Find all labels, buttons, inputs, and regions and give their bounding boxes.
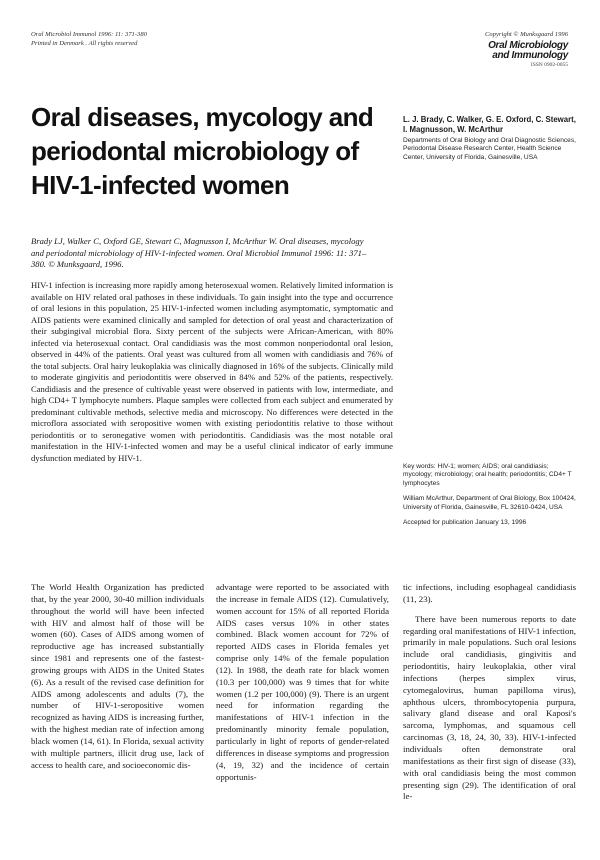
body-paragraph: The World Health Organization has predicted that, by the year 2000, 30-40 million individuals throughout the world will have been infected with HIV and almost half of those will be women (60). Cases of AIDS among women of reproductive age has increased substantially since 1981 and represents one of the fastest-growing groups with AIDS in the United States (6). As a result of the revised case definition for AIDS among adolescents and adults (7), the number of HIV-1-seropositive women recognized as having AIDS is increasing further, with the highest median rate of infection among black women (14, 61). In Florida, sexual activity with multiple partners, illicit drug use, lack of access to health care, and socioeconomic dis- <box>31 582 204 770</box>
journal-masthead <box>368 30 568 70</box>
body-paragraph: There have been numerous reports to date regarding oral manifestations of HIV-1 infection, primarily in male populations. Such oral lesions include oral candidiasis, gingivitis and periodontitis, hairy leukoplakia, other viral infections (herpes simplex virus, cytomegalovirus, human papilloma virus), aphthous ulcers, thrombocytopenia purpura, salivary gland disease and oral Kaposi's sarcoma, lymphomas, and squamous cell carcinomas (3, 18, 24, 30, 33). HIV-1-infected individuals often demonstrate oral manifestations as their first sign of disease (33), with oral candidiasis being the most common presenting sign (29). The identification of oral le- <box>403 613 576 802</box>
article-title: Oral diseases, mycology and periodontal microbiology of HIV-1-infected women <box>31 102 374 200</box>
abstract: HIV-1 infection is increasing more rapidly among heterosexual women. Relatively limited information is available on HIV related oral pathoses in these individuals. To gain insight into the type and occurrence of oral lesions in this population, 25 HIV-1-infected women including asymptomatic, symptomatic and AIDS patients were examined clinically and sampled for detection of oral yeast and characterization of their subgingival microbial flora. Sixty percent of the subjects were African-American, with 80% infected via heterosexual contact. Oral candidiasis was the most common nonperiodontal oral lesion, observed in 44% of the patients. Oral yeast was cultured from all women with candidiasis and 76% of the total subjects. Oral hairy leukoplakia was clinically diagnosed in 16% of the subjects. Clinically mild to moderate gingivitis and periodontitis were observed in 84% and 52% of the patients, respectively. Candidiasis and the presence of cultivable yeast were observed in patients with low, intermediate, and high CD4+ T lymphocyte numbers. Plaque samples were collected from each subject and enumerated by predominant cultivable methods, selective media and microscopy. No differences were detected in the microflora associated with seropositive women with existing periodontitis relative to those without periodontitis or to seronegative women with periodontitis. Candidiasis was the most notable oral manifestation in the HIV-1-infected women and may be a useful clinical indicator of early immune dysfunction mediated by HIV-1. <box>31 280 393 463</box>
issn: ISSN 0902-0055 <box>530 62 568 68</box>
running-header <box>31 30 147 48</box>
journal-reference: Oral Microbiol Immunol 1996: 11: 371-380 <box>31 31 147 38</box>
body-column-3 <box>403 582 576 803</box>
journal-name-line1: Oral Microbiology <box>488 40 568 51</box>
affiliation: Departments of Oral Biology and Oral Diagnostic Sciences, Periodontal Disease Research Center, Health Science Center, University of Florida, Gainesville, USA <box>403 137 576 161</box>
printed-notice: Printed in Denmark . All rights reserved <box>31 40 138 47</box>
keywords: Key words: HIV-1; women; AIDS; oral candidiasis; mycology; microbiology; oral health; periodontitis; CD4+ T lymphocytes <box>403 463 572 487</box>
body-paragraph: advantage were reported to be associated with the increase in female AIDS (12). Cumulatively, women account for 15% of all reported Florida AIDS cases versus 10% in other states combined. Black women account for 72% of reported AIDS cases in Florida females yet comprise only 14% of the female population (12). In 1988, the death rate for black women (10.3 per 100,000) was 9 times that for white women (1.2 per 100,000) (9). There is an urgent need for information regarding the manifestations of HIV-1 infection in the predominantly minority female population, particularly in light of reports of gender-related differences in disease symptoms and progression (4, 19, 32) and the incidence of certain opportunis- <box>216 582 389 782</box>
body-column-1 <box>31 582 204 772</box>
sidebar-notes <box>403 463 578 534</box>
accepted-date: Accepted for publication January 13, 1996 <box>403 519 527 527</box>
journal-logo <box>368 41 568 61</box>
author-block <box>403 115 578 162</box>
body-paragraph: tic infections, including esophageal candidiasis (11, 23). <box>403 582 576 604</box>
copyright-line: Copyright © Munksgaard 1996 <box>485 31 568 38</box>
correspondence: William McArthur, Department of Oral Biology, Box 100424, University of Florida, Gainesville, FL 32610-0424, USA <box>403 495 576 511</box>
citation: Brady LJ, Walker C, Oxford GE, Stewart C, Magnusson I, McArthur W. Oral diseases, mycology and periodontal microbiology of HIV-1-infected women. Oral Microbiol Immunol 1996: 11: 371–380. © Munksgaard, 1996. <box>31 236 367 269</box>
author-list: L. J. Brady, C. Walker, G. E. Oxford, C. Stewart, I. Magnusson, W. McArthur <box>403 115 576 134</box>
body-column-2 <box>216 582 389 783</box>
journal-name-line2: and Immunology <box>492 50 568 61</box>
